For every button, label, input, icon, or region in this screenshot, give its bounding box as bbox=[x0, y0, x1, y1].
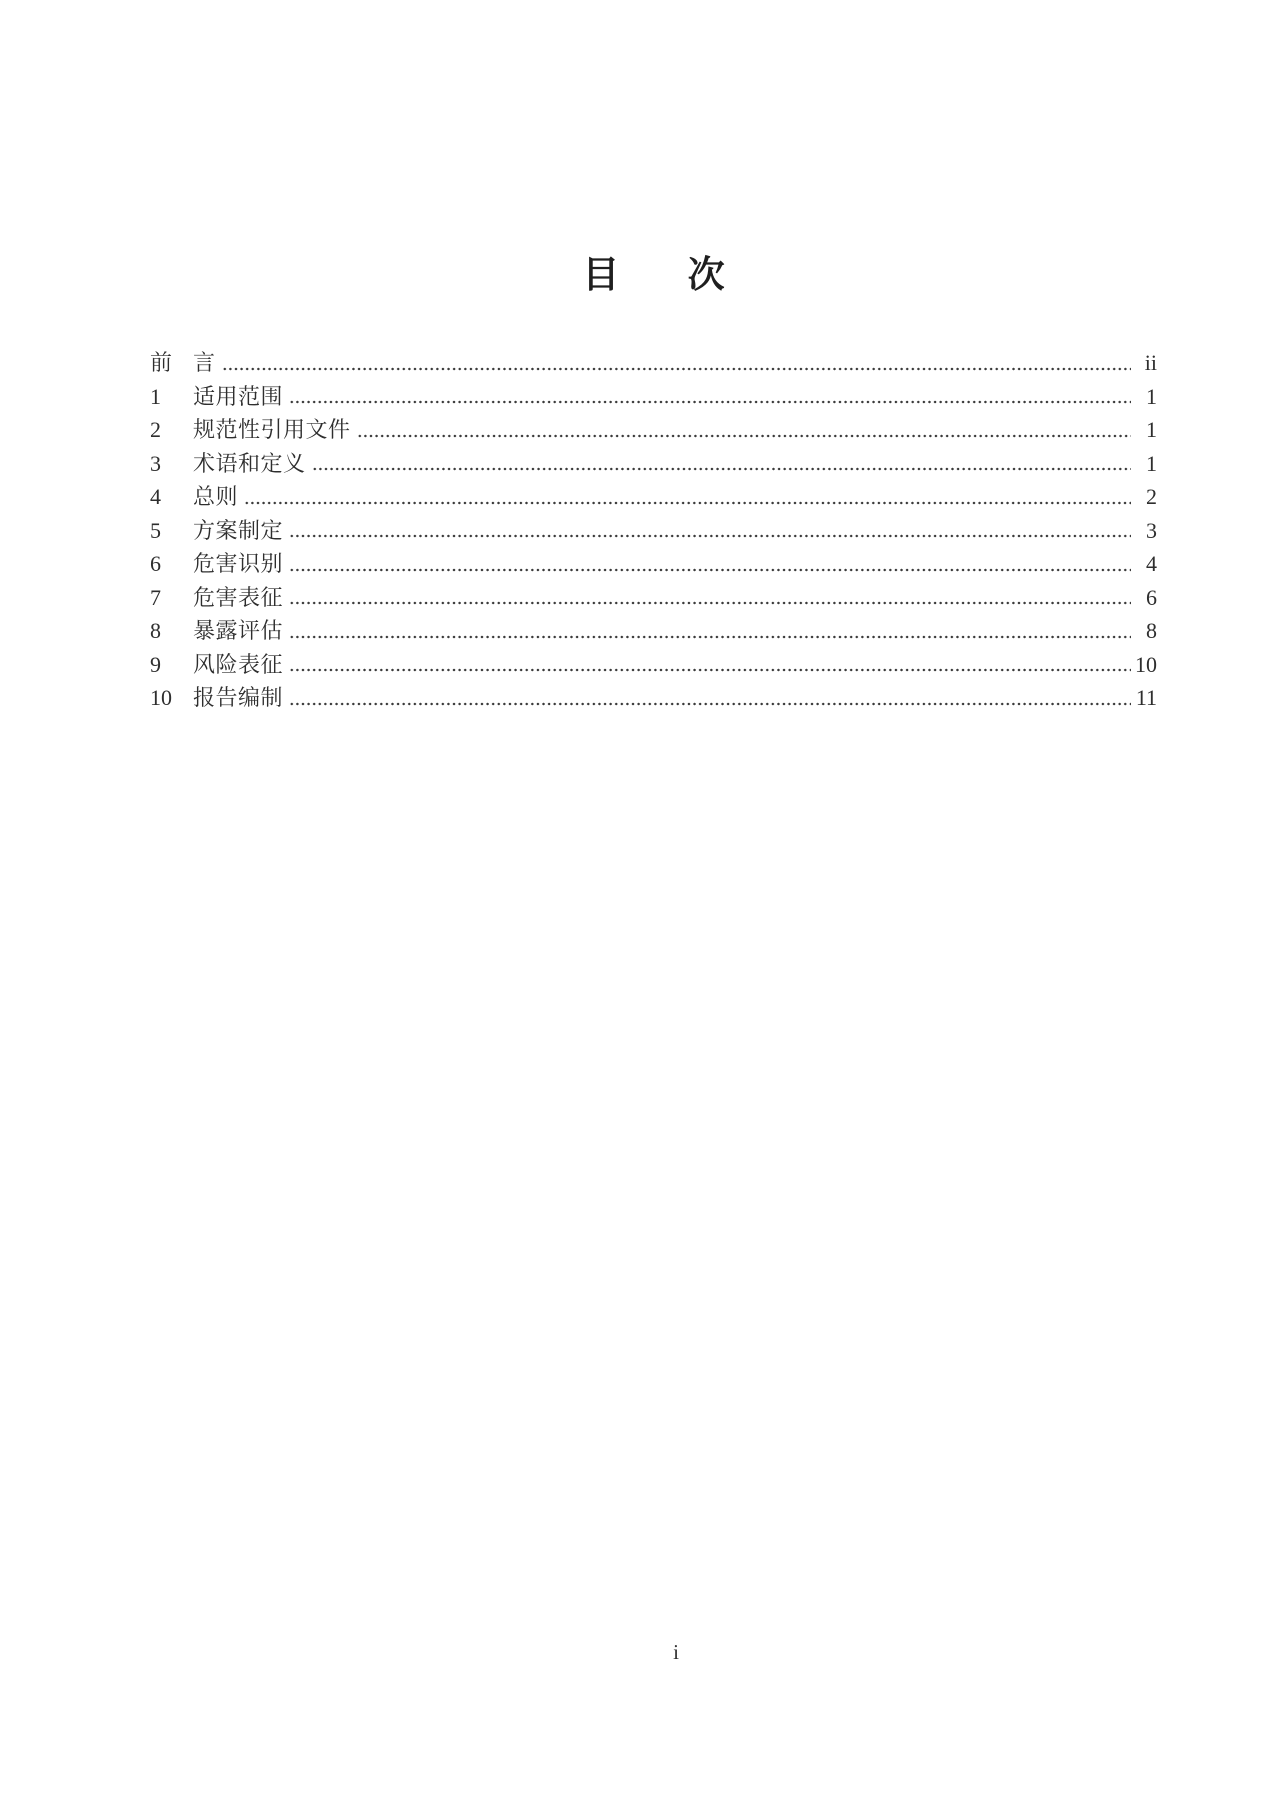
toc-entry-page: 8 bbox=[1146, 618, 1157, 643]
toc-entry-page: 11 bbox=[1135, 685, 1157, 710]
toc-entry-title: 规范性引用文件 bbox=[193, 417, 351, 442]
toc-entry-number: 5 bbox=[150, 517, 161, 543]
dot-leader bbox=[289, 581, 1131, 615]
toc-entry-number: 1 bbox=[150, 383, 161, 409]
toc-entry-title: 危害表征 bbox=[193, 584, 284, 610]
page-title: 目 次 bbox=[582, 254, 725, 295]
toc-entry bbox=[150, 547, 1157, 581]
toc-entry-number: 8 bbox=[150, 618, 161, 643]
toc-entry-number: 2 bbox=[150, 417, 161, 442]
toc-entry-number: 前 bbox=[150, 350, 173, 375]
toc-entry-title: 术语和定义 bbox=[193, 450, 306, 476]
dot-leader bbox=[244, 480, 1131, 514]
toc-entry bbox=[150, 346, 1157, 380]
page-number: i bbox=[673, 1640, 679, 1664]
toc-entry-page: 1 bbox=[1146, 417, 1157, 442]
toc-entry-page: 4 bbox=[1146, 551, 1157, 576]
dot-leader bbox=[357, 413, 1131, 447]
dot-leader bbox=[289, 547, 1131, 581]
toc-entry-title: 适用范围 bbox=[193, 383, 284, 409]
dot-leader bbox=[289, 681, 1131, 715]
toc-entry-number: 3 bbox=[150, 450, 161, 476]
toc-entry-title: 总则 bbox=[193, 484, 239, 509]
toc-entry bbox=[150, 447, 1157, 481]
dot-leader bbox=[289, 648, 1131, 682]
toc-entry-page: 1 bbox=[1146, 450, 1157, 476]
toc-entry-page: 1 bbox=[1146, 383, 1157, 409]
dot-leader bbox=[289, 514, 1131, 548]
toc-entry bbox=[150, 614, 1157, 648]
dot-leader bbox=[289, 614, 1131, 648]
toc-entry-number: 4 bbox=[150, 484, 161, 509]
toc-entry bbox=[150, 681, 1157, 715]
toc-entry-page: 3 bbox=[1146, 517, 1157, 543]
page-footer bbox=[0, 1637, 1280, 1667]
toc-entry bbox=[150, 581, 1157, 615]
toc-entry-page: 10 bbox=[1135, 651, 1157, 677]
toc-entry bbox=[150, 380, 1157, 414]
toc-entry-number: 10 bbox=[150, 685, 172, 710]
toc-entry bbox=[150, 413, 1157, 447]
toc-entry bbox=[150, 648, 1157, 682]
toc-entry-number: 7 bbox=[150, 584, 161, 610]
toc-entry-title: 报告编制 bbox=[193, 685, 284, 710]
toc-entry-title: 暴露评估 bbox=[193, 618, 284, 643]
toc-entry-page: 2 bbox=[1146, 484, 1157, 509]
dot-leader bbox=[222, 346, 1131, 380]
toc-entry-number: 6 bbox=[150, 551, 161, 576]
toc-entry bbox=[150, 514, 1157, 548]
toc-entry-title: 风险表征 bbox=[193, 651, 284, 677]
toc-entry bbox=[150, 480, 1157, 514]
toc-entry-title: 方案制定 bbox=[193, 517, 284, 543]
dot-leader bbox=[312, 447, 1131, 481]
toc-entry-page: 6 bbox=[1146, 584, 1157, 610]
toc-entry-number: 9 bbox=[150, 651, 161, 677]
toc-entry-title: 言 bbox=[193, 350, 216, 375]
toc-entry-page: ii bbox=[1144, 350, 1157, 375]
dot-leader bbox=[289, 380, 1131, 414]
table-of-contents bbox=[150, 346, 1157, 715]
toc-entry-title: 危害识别 bbox=[193, 551, 284, 576]
